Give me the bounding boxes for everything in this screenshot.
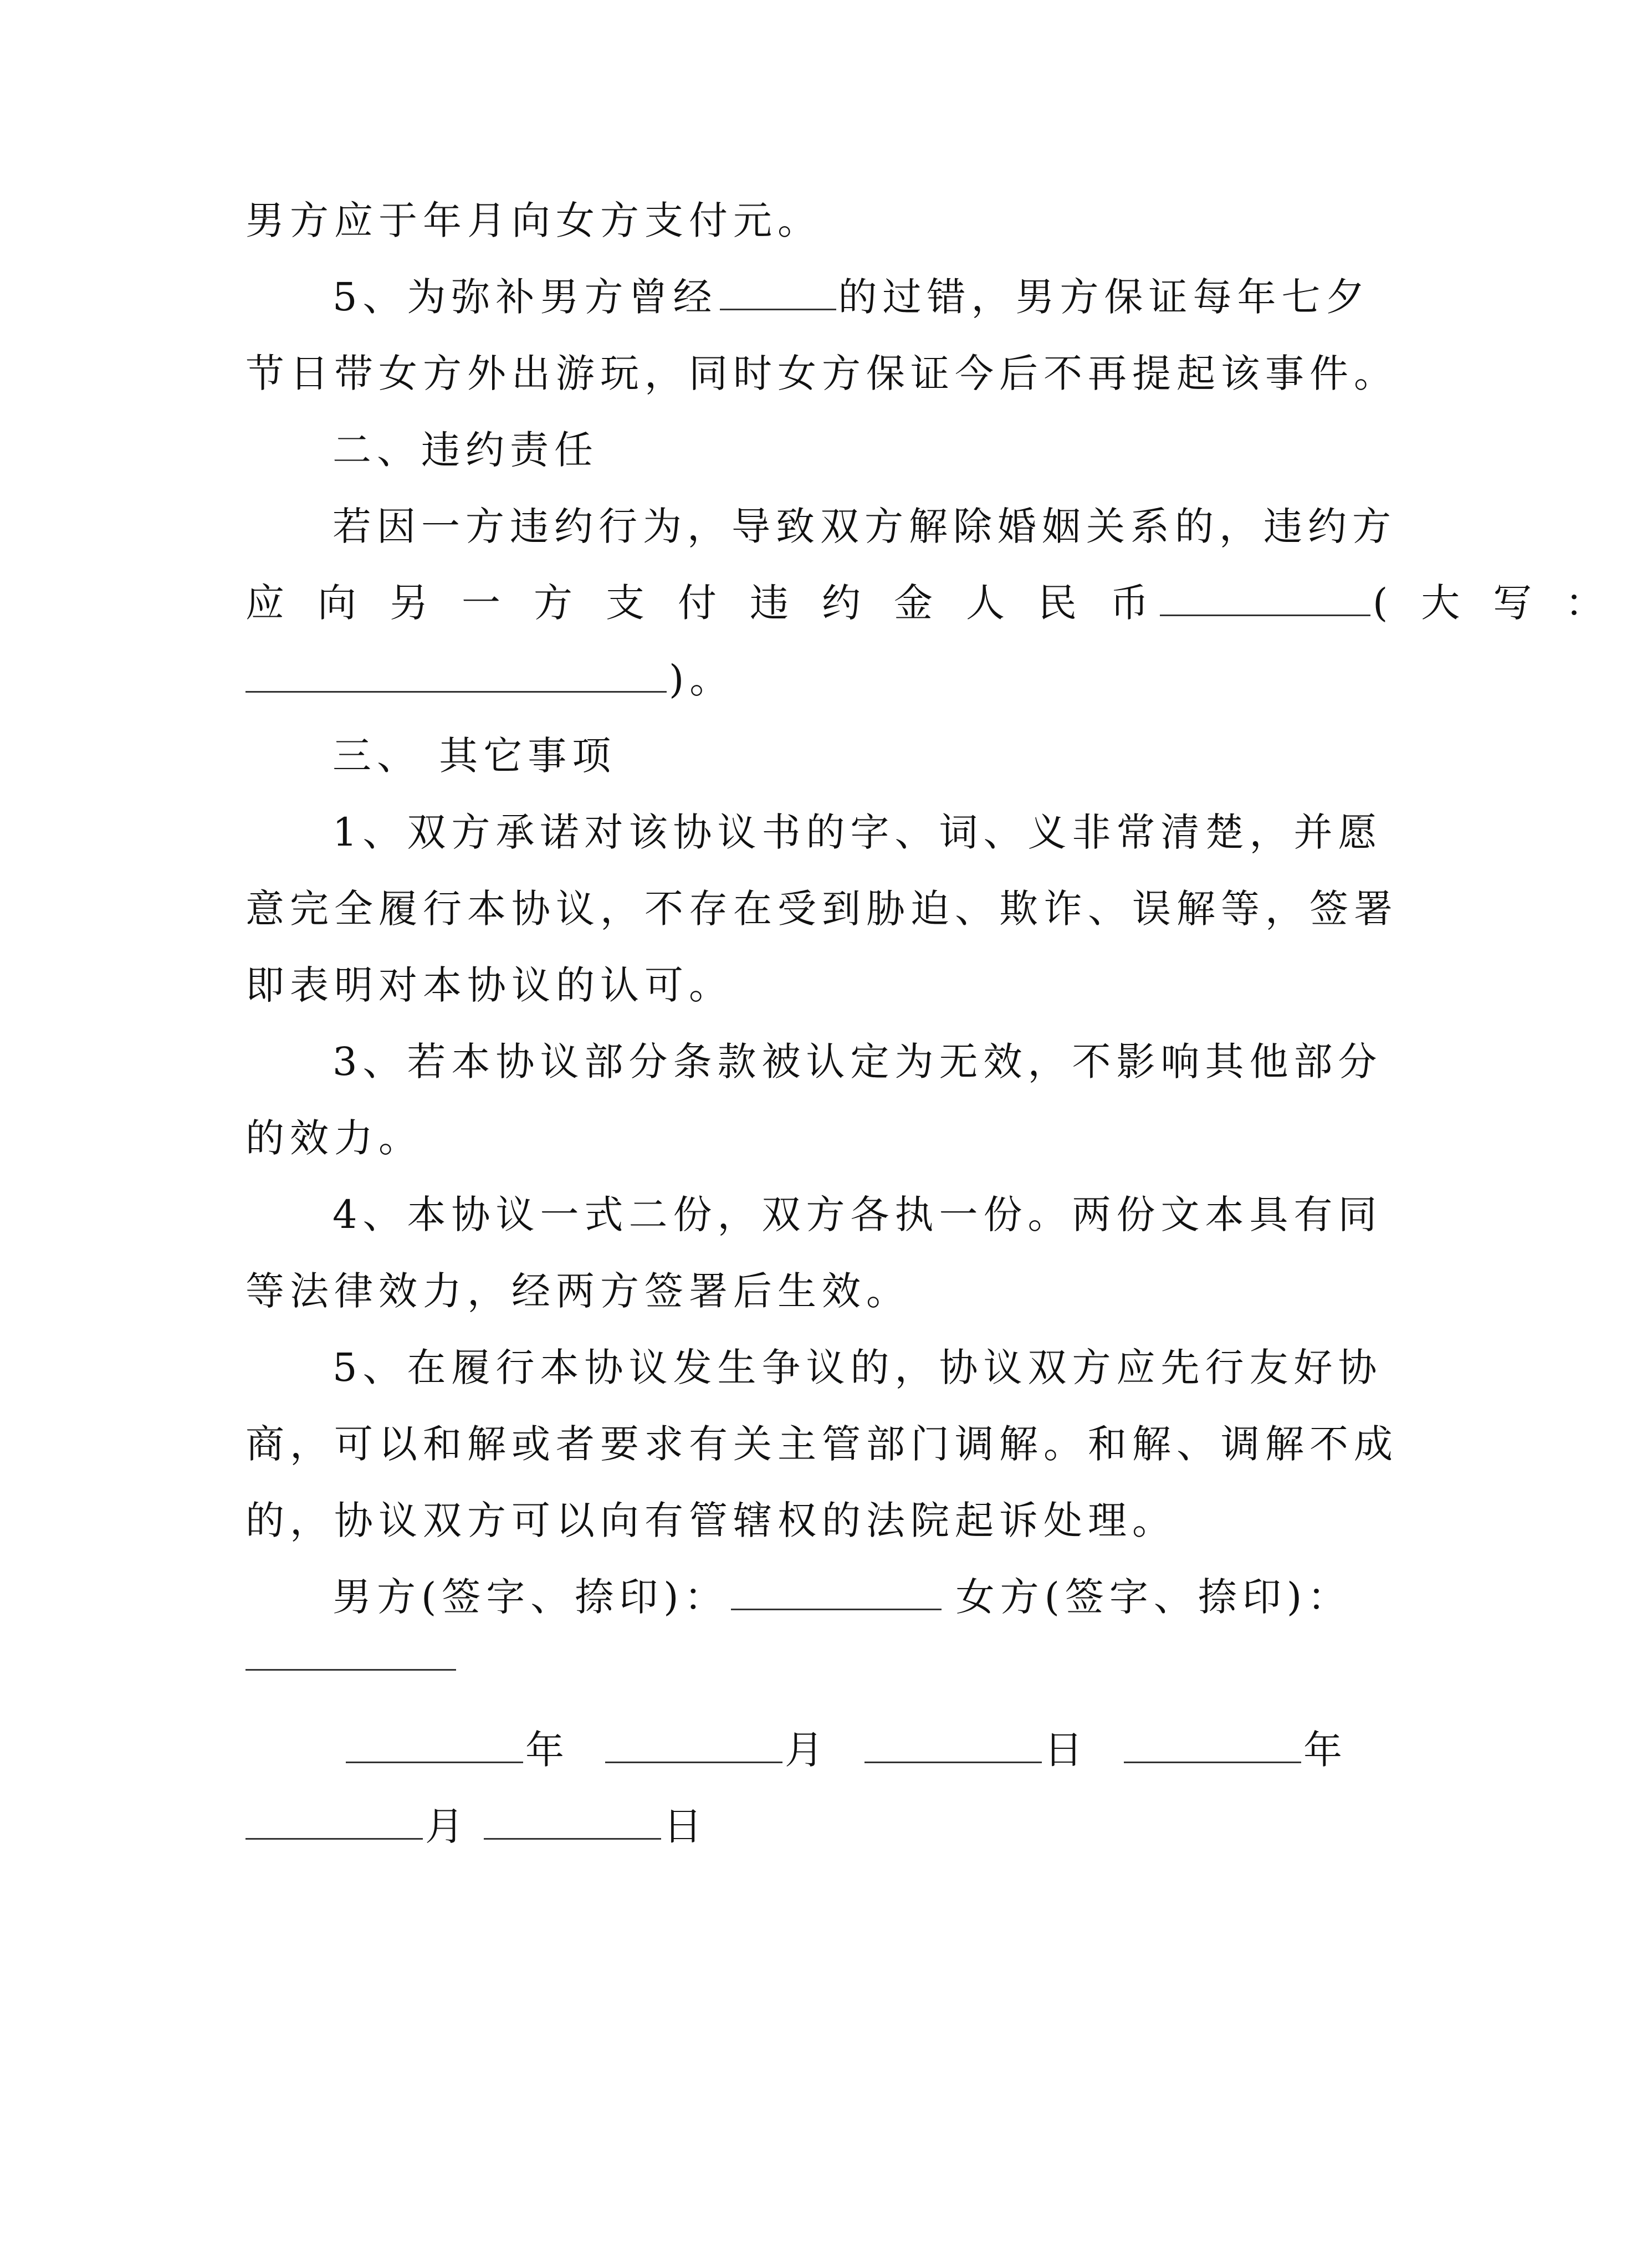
text-line <box>245 1263 910 1319</box>
month-label: 月 <box>425 1804 469 1849</box>
text-span: 5、为弥补男方曾经 <box>332 274 718 320</box>
text-line <box>332 269 1370 325</box>
year-field[interactable] <box>1124 1723 1301 1763</box>
month-field[interactable] <box>245 1799 423 1840</box>
fill-in-blank[interactable] <box>1160 576 1370 616</box>
month-label: 月 <box>785 1727 829 1773</box>
month-field[interactable] <box>605 1723 782 1763</box>
text-span: 3、若本协议部分条款被认定为无效，不影响其他部分 <box>332 1039 1383 1084</box>
text-span: (大写： <box>1373 580 1637 626</box>
text-line <box>245 346 1398 401</box>
section-heading <box>332 422 598 478</box>
text-span: 三、 其它事项 <box>332 733 617 779</box>
fill-in-blank[interactable] <box>245 652 667 693</box>
text-line <box>245 881 1398 936</box>
text-span: 1、双方承诺对该协议书的字、词、义非常清楚，并愿 <box>332 810 1383 855</box>
text-line <box>245 1416 1398 1472</box>
text-line <box>245 1493 1176 1548</box>
text-span: 应向另一方支付违约金人民币 <box>245 580 1182 626</box>
day-field[interactable] <box>484 1799 661 1840</box>
signature-line <box>332 1569 1352 1625</box>
text-line <box>332 805 1383 860</box>
date-line <box>344 1722 1348 1778</box>
text-span: 等法律效力，经两方签署后生效。 <box>245 1268 910 1314</box>
text-span: 男方应于年月向女方支付元。 <box>245 198 822 243</box>
text-span: 二、违约责任 <box>332 427 598 473</box>
text-line <box>332 499 1396 554</box>
day-label: 日 <box>1044 1727 1088 1773</box>
text-span: 的效力。 <box>245 1115 423 1161</box>
male-signature-label: 男方(签字、捺印)： <box>332 1574 729 1620</box>
male-signature-field[interactable] <box>731 1570 942 1610</box>
text-line <box>332 1187 1383 1242</box>
text-span: 商，可以和解或者要求有关主管部门调解。和解、调解不成 <box>245 1421 1398 1467</box>
female-signature-field[interactable] <box>245 1669 456 1671</box>
section-heading <box>332 728 616 784</box>
text-span: 的，协议双方可以向有管辖权的法院起诉处理。 <box>245 1498 1176 1543</box>
text-span: )。 <box>669 657 734 702</box>
day-field[interactable] <box>864 1723 1042 1763</box>
text-span: 意完全履行本协议，不存在受到胁迫、欺诈、误解等，签署 <box>245 886 1398 931</box>
year-label: 年 <box>525 1727 570 1773</box>
year-label: 年 <box>1303 1727 1348 1773</box>
text-line <box>245 193 822 248</box>
text-span: 4、本协议一式二份，双方各执一份。两份文本具有同 <box>332 1192 1383 1237</box>
text-line <box>245 1110 423 1166</box>
text-line <box>332 1034 1383 1089</box>
text-span: 若因一方违约行为，导致双方解除婚姻关系的，违约方 <box>332 504 1396 549</box>
text-span: 即表明对本协议的认可。 <box>245 963 733 1008</box>
text-span: 节日带女方外出游玩，同时女方保证今后不再提起该事件。 <box>245 351 1398 396</box>
text-line <box>245 958 733 1013</box>
fill-in-blank[interactable] <box>720 270 836 310</box>
date-line <box>245 1799 708 1854</box>
day-label: 日 <box>663 1804 708 1849</box>
text-line <box>245 575 1637 631</box>
text-span: 5、在履行本协议发生争议的，协议双方应先行友好协 <box>332 1345 1383 1390</box>
text-span: 的过错，男方保证每年七夕 <box>838 274 1370 320</box>
text-line <box>332 1340 1383 1395</box>
year-field[interactable] <box>346 1723 523 1763</box>
text-line <box>245 652 734 707</box>
female-signature-label: 女方(签字、捺印)： <box>955 1574 1352 1620</box>
